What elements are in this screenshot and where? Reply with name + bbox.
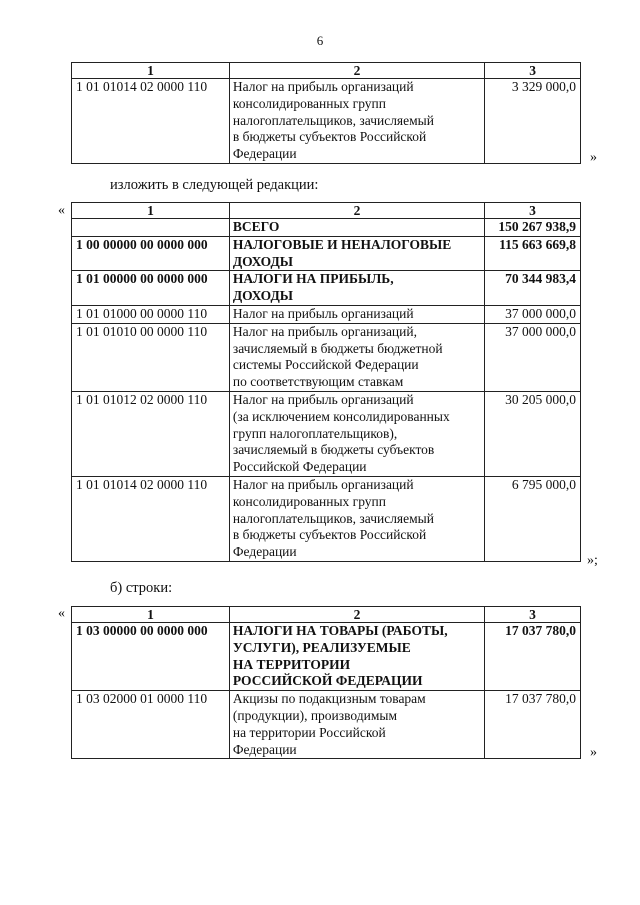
code-cell: 1 01 01014 02 0000 110 (72, 476, 230, 561)
name-line: налогоплательщиков, зачисляемый (232, 112, 434, 128)
name-line: зачисляемый в бюджеты субъектов (232, 442, 435, 458)
table-1 (71, 62, 581, 164)
name-line: Налог на прибыль организаций (232, 391, 414, 407)
name-line: групп налогоплательщиков), (232, 425, 398, 441)
name-line: Налог на прибыль организаций, (232, 323, 417, 339)
name-line: на территории Российской (232, 724, 386, 740)
column-header-3: 3 (485, 63, 581, 79)
name-line: ВСЕГО (232, 219, 280, 234)
name-line: в бюджеты субъектов Российской (232, 129, 427, 145)
name-line: консолидированных групп (232, 95, 386, 111)
table-row (72, 305, 581, 323)
name-cell (229, 391, 484, 476)
amount-cell: 70 344 983,4 (485, 271, 581, 306)
name-line: консолидированных групп (232, 493, 386, 509)
code-cell: 1 03 00000 00 0000 000 (72, 623, 230, 691)
table-row (72, 219, 581, 237)
table-row (72, 691, 581, 759)
column-header-2: 2 (229, 203, 484, 219)
name-line: системы Российской Федерации (232, 357, 419, 373)
column-header-3: 3 (485, 203, 581, 219)
header-row (72, 63, 581, 79)
code-cell (72, 219, 230, 237)
name-line: ДОХОДЫ (232, 253, 294, 269)
name-line: НАЛОГИ НА ТОВАРЫ (РАБОТЫ, (232, 623, 448, 638)
close-quote-1: » (590, 150, 597, 165)
amount-cell: 3 329 000,0 (485, 79, 581, 164)
name-line: НА ТЕРРИТОРИИ (232, 656, 351, 672)
name-line: Налог на прибыль организаций (232, 79, 414, 94)
name-line: НАЛОГИ НА ПРИБЫЛЬ, (232, 271, 394, 287)
name-line: в бюджеты субъектов Российской (232, 527, 427, 543)
name-line: РОССИЙСКОЙ ФЕДЕРАЦИИ (232, 673, 423, 689)
amount-cell: 37 000 000,0 (485, 305, 581, 323)
name-cell (229, 623, 484, 691)
close-quote-2: »; (587, 553, 598, 568)
name-line: Федерации (232, 741, 297, 757)
amount-cell: 6 795 000,0 (485, 476, 581, 561)
name-line: Российской Федерации (232, 459, 367, 475)
header-row (72, 607, 581, 623)
column-header-3: 3 (485, 607, 581, 623)
name-cell (229, 476, 484, 561)
column-header-1: 1 (72, 203, 230, 219)
name-line: Налог на прибыль организаций (232, 305, 414, 321)
code-cell: 1 01 01014 02 0000 110 (72, 79, 230, 164)
table-3 (71, 606, 581, 759)
name-line: НАЛОГОВЫЕ И НЕНАЛОГОВЫЕ (232, 236, 452, 252)
code-cell: 1 01 01012 02 0000 110 (72, 391, 230, 476)
amount-cell: 17 037 780,0 (485, 623, 581, 691)
name-cell (229, 219, 484, 237)
amount-cell: 37 000 000,0 (485, 323, 581, 391)
name-line: ДОХОДЫ (232, 288, 294, 304)
close-quote-3: » (590, 745, 597, 760)
name-line: (продукции), производимым (232, 707, 397, 723)
code-cell: 1 01 01000 00 0000 110 (72, 305, 230, 323)
name-cell (229, 236, 484, 271)
table-row (72, 236, 581, 271)
column-header-2: 2 (229, 63, 484, 79)
amount-cell: 30 205 000,0 (485, 391, 581, 476)
amount-cell: 17 037 780,0 (485, 691, 581, 759)
column-header-2: 2 (229, 607, 484, 623)
name-cell (229, 271, 484, 306)
table-row (72, 79, 581, 164)
name-line: Акцизы по подакцизным товарам (232, 691, 426, 707)
page-number: 6 (316, 33, 324, 48)
name-cell (229, 79, 484, 164)
code-cell: 1 01 01010 00 0000 110 (72, 323, 230, 391)
paragraph-redaction: изложить в следующей редакции: (110, 177, 319, 193)
table-row (72, 391, 581, 476)
name-line: (за исключением консолидированных (232, 408, 450, 424)
paragraph-rows: б) строки: (110, 580, 173, 596)
name-line: Налог на прибыль организаций (232, 476, 414, 492)
name-cell (229, 691, 484, 759)
open-quote-2: « (58, 203, 65, 218)
table-row (72, 271, 581, 306)
column-header-1: 1 (72, 63, 230, 79)
name-cell (229, 305, 484, 323)
table-row (72, 623, 581, 691)
code-cell: 1 03 02000 01 0000 110 (72, 691, 230, 759)
table-row (72, 323, 581, 391)
name-line: УСЛУГИ), РЕАЛИЗУЕМЫЕ (232, 639, 411, 655)
column-header-1: 1 (72, 607, 230, 623)
name-line: зачисляемый в бюджеты бюджетной (232, 340, 443, 356)
amount-cell: 115 663 669,8 (485, 236, 581, 271)
amount-cell: 150 267 938,9 (485, 219, 581, 237)
header-row (72, 203, 581, 219)
name-line: налогоплательщиков, зачисляемый (232, 510, 434, 526)
open-quote-3: « (58, 606, 65, 621)
table-row (72, 476, 581, 561)
name-line: по соответствующим ставкам (232, 374, 404, 390)
code-cell: 1 01 00000 00 0000 000 (72, 271, 230, 306)
name-cell (229, 323, 484, 391)
table-2 (71, 202, 581, 562)
code-cell: 1 00 00000 00 0000 000 (72, 236, 230, 271)
name-line: Федерации (232, 544, 297, 560)
name-line: Федерации (232, 146, 297, 162)
